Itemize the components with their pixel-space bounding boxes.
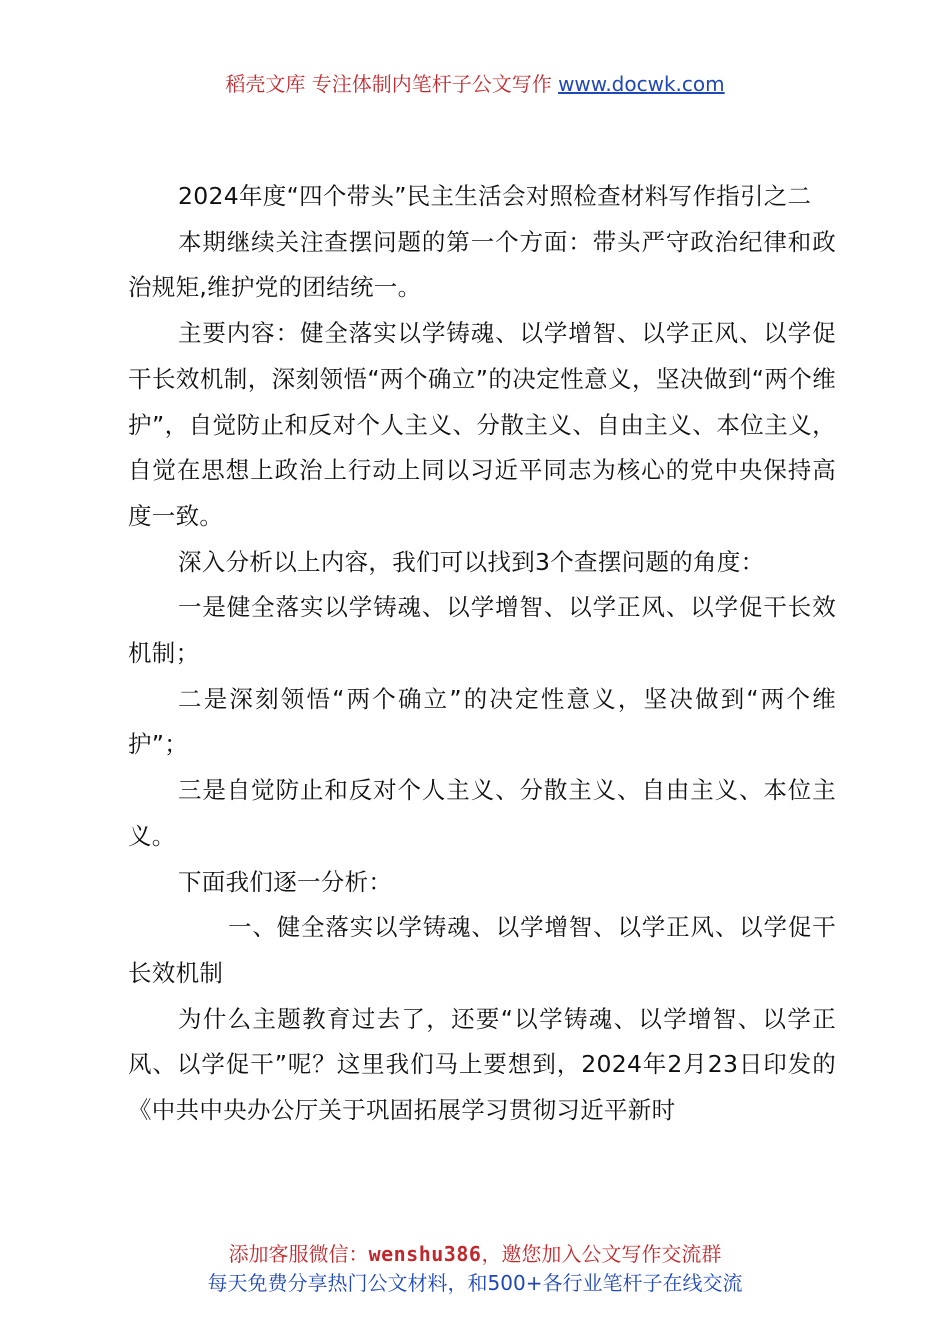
site-url-link[interactable]: www.docwk.com [558,72,725,96]
section-heading: 一、健全落实以学铸魂、以学增智、以学正风、以学促干长效机制 [128,913,836,987]
intro-paragraph: 本期继续关注查摆问题的第一个方面：带头严守政治纪律和政治规矩,维护党的团结统一。 [128,227,836,302]
footer-contact-prefix: 添加客服微信： [228,1242,369,1266]
analysis-lead-paragraph: 深入分析以上内容，我们可以找到3个查摆问题的角度： [178,547,765,576]
angle-three-paragraph: 三是自觉防止和反对个人主义、分散主义、自由主义、本位主义。 [128,776,836,850]
angle-two-paragraph: 二是深刻领悟“两个确立”的决定性意义，坚决做到“两个维护”； [128,684,836,759]
angle-one-paragraph: 一是健全落实以学铸魂、以学增智、以学正风、以学促干长效机制； [128,593,836,668]
document-body [128,174,836,1134]
footer-contact-line [0,1240,950,1269]
footer-contact-suffix: ，邀您加入公文写作交流群 [481,1242,722,1266]
footer-promo-line: 每天免费分享热门公文材料，和500+各行业笔杆子在线交流 [207,1271,743,1295]
page-header [0,68,950,100]
transition-paragraph: 下面我们逐一分析： [178,867,393,896]
wechat-id: wenshu386 [368,1242,482,1266]
main-content-paragraph: 主要内容：健全落实以学铸魂、以学增智、以学正风、以学促干长效机制，深刻领悟“两个确立”的决定性意义，坚决做到“两个维护”，自觉防止和反对个人主义、分散主义、自由主义、本位主义，自觉在思想上政治上行动上同以习近平同志为核心的党中央保持高度一致。 [128,319,836,530]
brand-text: 稻壳文库 专注体制内笔杆子公文写作 [225,72,552,96]
page-footer [0,1240,950,1298]
document-title: 2024年度“四个带头”民主生活会对照检查材料写作指引之二 [178,182,812,210]
closing-paragraph: 为什么主题教育过去了，还要“以学铸魂、以学增智、以学正风、以学促干”呢？这里我们马上要想到，2024年2月23日印发的《中共中央办公厅关于巩固拓展学习贯彻习近平新时 [128,1004,836,1125]
